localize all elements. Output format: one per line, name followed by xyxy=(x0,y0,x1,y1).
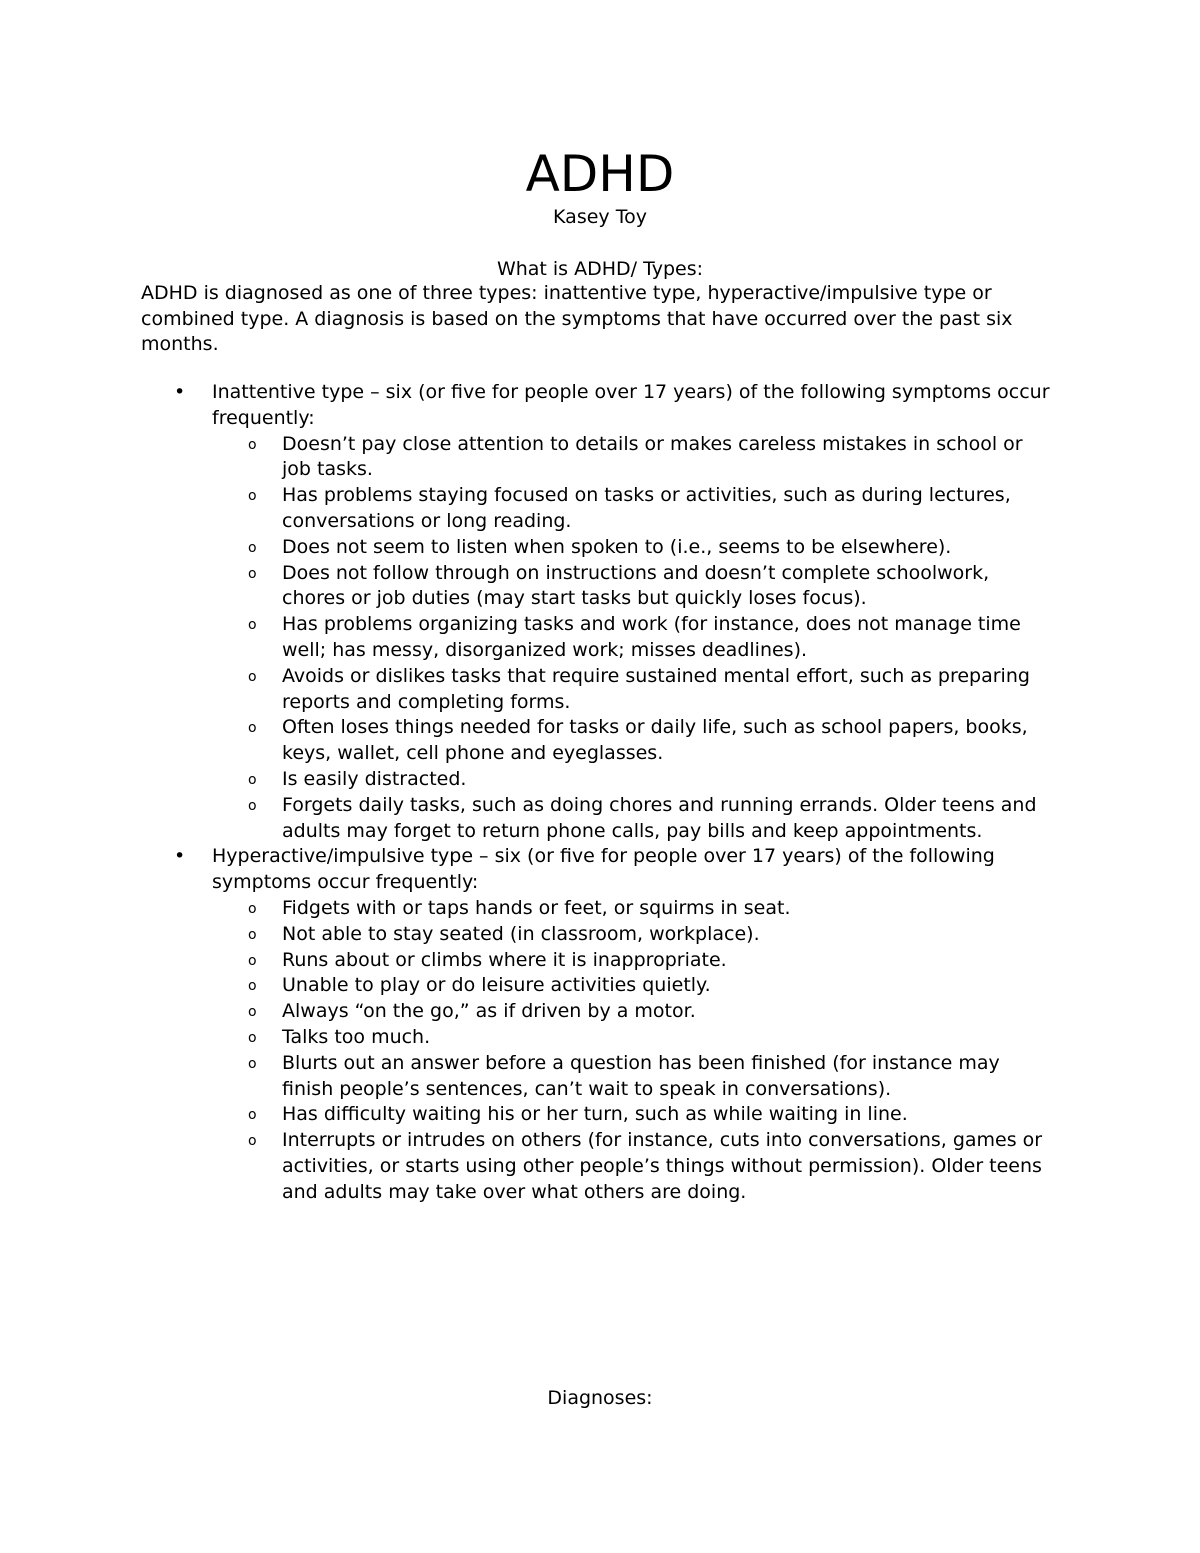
type-bullet-item xyxy=(0,844,1052,1205)
sub-bullet-icon: o xyxy=(248,617,257,634)
sub-bullet-icon: o xyxy=(248,797,257,814)
symptom-text: Not able to stay seated (in classroom, workplace). xyxy=(282,922,760,945)
symptom-list-item xyxy=(0,612,1052,664)
section-heading-types: What is ADHD/ Types: xyxy=(496,258,704,280)
sub-bullet-icon: o xyxy=(248,1055,257,1072)
symptom-text: Always “on the go,” as if driven by a motor. xyxy=(282,1000,696,1023)
symptom-list xyxy=(212,896,1052,1206)
sub-bullet-icon: o xyxy=(248,488,257,505)
sub-bullet-icon: o xyxy=(248,900,257,917)
sub-bullet-icon: o xyxy=(248,926,257,943)
type-bullet-item xyxy=(0,380,1052,844)
type-label: Inattentive type – six (or five for people over 17 years) of the following symptoms occur frequently: xyxy=(212,381,1050,429)
symptom-list-item xyxy=(0,896,1052,922)
symptom-text: Talks too much. xyxy=(282,1025,431,1048)
symptom-text: Runs about or climbs where it is inappropriate. xyxy=(282,948,727,971)
symptom-text: Has difficulty waiting his or her turn, such as while waiting in line. xyxy=(282,1103,908,1126)
symptom-text: Blurts out an answer before a question has been finished (for instance may finish people’s sentences, can’t wait to speak in conversations). xyxy=(282,1051,1000,1100)
bullet-icon: • xyxy=(174,381,186,403)
symptom-text: Has problems organizing tasks and work (for instance, does not manage time well; has messy, disorganized work; misses deadlines). xyxy=(282,613,1021,661)
symptom-text: Has problems staying focused on tasks or activities, such as during lectures, conversations or long reading. xyxy=(282,484,1011,532)
symptom-text: Does not follow through on instructions and doesn’t complete schoolwork, chores or job duties (may start tasks but quickly loses focus). xyxy=(282,561,990,610)
sub-bullet-icon: o xyxy=(248,668,257,685)
sub-bullet-icon: o xyxy=(248,952,257,969)
symptom-list-item xyxy=(0,1051,1052,1103)
document-author: Kasey Toy xyxy=(553,206,647,228)
sub-bullet-icon: o xyxy=(248,720,257,737)
sub-bullet-icon: o xyxy=(248,1029,257,1046)
symptom-list-item xyxy=(0,1102,1052,1128)
type-label: Hyperactive/impulsive type – six (or five for people over 17 years) of the following symptoms occur frequently: xyxy=(212,845,995,894)
sub-bullet-icon: o xyxy=(248,771,257,788)
bullet-icon: • xyxy=(174,845,186,868)
symptom-text: Does not seem to listen when spoken to (i.e., seems to be elsewhere). xyxy=(282,535,952,558)
sub-bullet-icon: o xyxy=(248,539,257,556)
symptom-text: Is easily distracted. xyxy=(282,767,467,790)
sub-bullet-icon: o xyxy=(248,1004,257,1021)
sub-bullet-icon: o xyxy=(248,978,257,995)
symptom-text: Doesn’t pay close attention to details or makes careless mistakes in school or job tasks. xyxy=(282,432,1023,481)
types-bullet-list xyxy=(0,380,1200,1206)
symptom-list-item xyxy=(0,793,1052,845)
symptom-list-item xyxy=(0,664,1052,716)
symptom-text: Forgets daily tasks, such as doing chores and running errands. Older teens and adults may forget to return phone calls, pay bills and keep appointments. xyxy=(282,793,1037,842)
symptom-list-item xyxy=(0,973,1052,999)
symptom-text: Fidgets with or taps hands or feet, or squirms in seat. xyxy=(282,896,791,919)
sub-bullet-icon: o xyxy=(248,565,257,582)
symptom-list-item xyxy=(0,922,1052,948)
symptom-list xyxy=(212,432,1052,845)
symptom-list-item xyxy=(0,432,1052,484)
intro-paragraph: ADHD is diagnosed as one of three types: inattentive type, hyperactive/impulsive type or combined type. A diagnosis is based on the symptoms that have occurred over the past six months. xyxy=(141,282,1013,355)
section-heading-diagnoses: Diagnoses: xyxy=(547,1387,653,1409)
symptom-list-item xyxy=(0,1128,1052,1205)
sub-bullet-icon: o xyxy=(248,1133,257,1150)
symptom-list-item xyxy=(0,948,1052,974)
symptom-list-item xyxy=(0,535,1052,561)
symptom-list-item xyxy=(0,999,1052,1025)
symptom-list-item xyxy=(0,561,1052,613)
sub-bullet-icon: o xyxy=(248,436,257,453)
symptom-text: Often loses things needed for tasks or daily life, such as school papers, books, keys, wallet, cell phone and eyeglasses. xyxy=(282,716,1028,765)
symptom-list-item xyxy=(0,483,1052,535)
symptom-text: Unable to play or do leisure activities quietly. xyxy=(282,974,711,997)
symptom-text: Interrupts or intrudes on others (for instance, cuts into conversations, games or activities, or starts using other people’s things without permission). Older teens and adults may take over what others are doing. xyxy=(282,1129,1043,1203)
symptom-list-item xyxy=(0,767,1052,793)
sub-bullet-icon: o xyxy=(248,1107,257,1124)
symptom-text: Avoids or dislikes tasks that require sustained mental effort, such as preparing reports and completing forms. xyxy=(282,664,1030,713)
symptom-list-item xyxy=(0,715,1052,767)
document-title: ADHD xyxy=(525,145,675,203)
symptom-list-item xyxy=(0,1025,1052,1051)
